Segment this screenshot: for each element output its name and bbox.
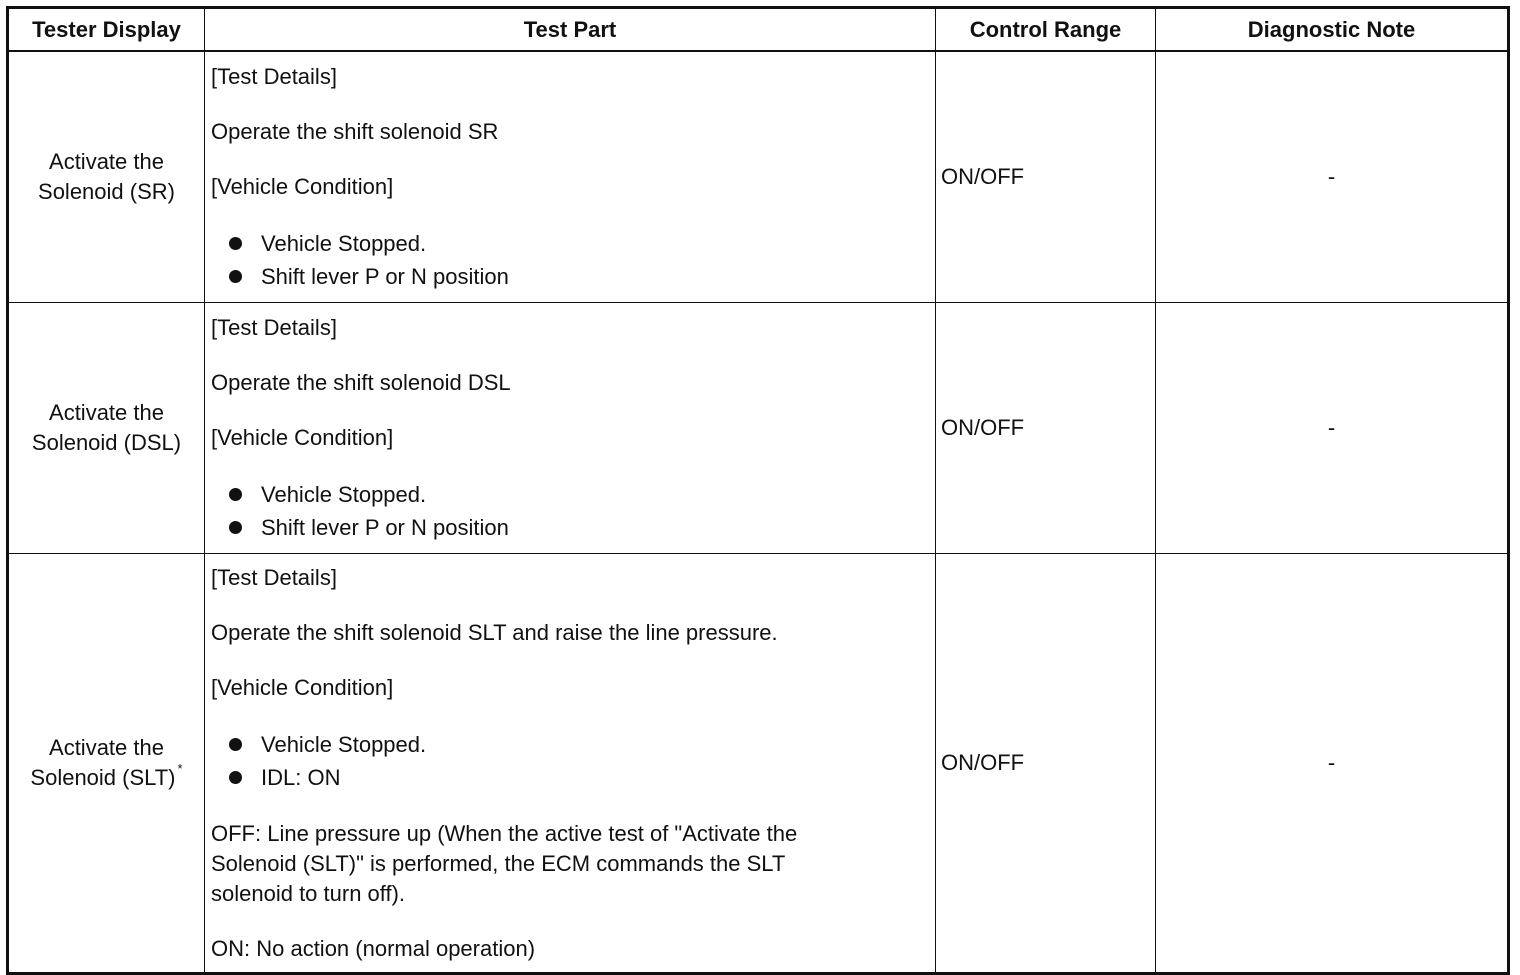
- on-state-note: ON: No action (normal operation): [211, 936, 536, 961]
- header-tester-display: Tester Display: [8, 8, 205, 52]
- header-control-range: Control Range: [936, 8, 1156, 52]
- vehicle-condition-label: [Vehicle Condition]: [211, 425, 394, 450]
- display-line: Activate the: [49, 149, 164, 174]
- control-range-cell: ON/OFF: [936, 554, 1156, 974]
- display-line: Solenoid (SLT): [30, 765, 176, 790]
- list-item: [211, 227, 929, 260]
- display-line: Activate the: [49, 400, 164, 425]
- test-details-label: [Test Details]: [211, 565, 337, 590]
- condition-list: [211, 478, 929, 544]
- off-note-line: Solenoid (SLT)" is performed, the ECM commands the SLT: [211, 851, 786, 876]
- control-range-cell: ON/OFF: [936, 51, 1156, 303]
- list-item: [211, 761, 929, 794]
- display-line: Solenoid (DSL): [31, 430, 182, 455]
- tester-display-cell: [8, 51, 205, 303]
- header-test-part: Test Part: [205, 8, 936, 52]
- test-part-cell: [205, 303, 936, 554]
- condition-list: [211, 227, 929, 293]
- footnote-mark: *: [177, 760, 183, 776]
- bullet-icon: [229, 270, 242, 283]
- table-row: [8, 303, 1509, 554]
- active-test-table: [6, 6, 1510, 975]
- vehicle-condition-label: [Vehicle Condition]: [211, 675, 394, 700]
- test-details-label: [Test Details]: [211, 64, 337, 89]
- condition-text: Shift lever P or N position: [261, 264, 509, 289]
- bullet-icon: [229, 771, 242, 784]
- operation-text: Operate the shift solenoid SLT and raise the line pressure.: [211, 620, 778, 645]
- diagnostic-note-cell: -: [1156, 303, 1509, 554]
- display-line: Solenoid (SR): [38, 179, 175, 204]
- condition-list: [211, 728, 929, 794]
- off-note-line: solenoid to turn off).: [211, 881, 406, 906]
- list-item: [211, 728, 929, 761]
- diagnostic-note-cell: -: [1156, 51, 1509, 303]
- test-details-label: [Test Details]: [211, 315, 337, 340]
- off-note-line: OFF: Line pressure up (When the active test of "Activate the: [211, 821, 798, 846]
- bullet-icon: [229, 237, 242, 250]
- bullet-icon: [229, 521, 242, 534]
- diagnostic-note-cell: -: [1156, 554, 1509, 974]
- condition-text: IDL: ON: [261, 765, 341, 790]
- vehicle-condition-label: [Vehicle Condition]: [211, 174, 394, 199]
- operation-text: Operate the shift solenoid DSL: [211, 370, 511, 395]
- condition-text: Vehicle Stopped.: [261, 231, 427, 256]
- list-item: [211, 260, 929, 293]
- condition-text: Vehicle Stopped.: [261, 732, 427, 757]
- off-state-note: [211, 819, 929, 909]
- table-row: [8, 51, 1509, 303]
- table-row: [8, 554, 1509, 974]
- tester-display-cell: [8, 554, 205, 974]
- operation-text: Operate the shift solenoid SR: [211, 119, 499, 144]
- bullet-icon: [229, 738, 242, 751]
- list-item: [211, 511, 929, 544]
- test-part-cell: [205, 51, 936, 303]
- header-diagnostic-note: Diagnostic Note: [1156, 8, 1509, 52]
- condition-text: Vehicle Stopped.: [261, 482, 427, 507]
- bullet-icon: [229, 488, 242, 501]
- control-range-cell: ON/OFF: [936, 303, 1156, 554]
- condition-text: Shift lever P or N position: [261, 515, 509, 540]
- display-line: Activate the: [49, 735, 164, 760]
- tester-display-cell: [8, 303, 205, 554]
- list-item: [211, 478, 929, 511]
- test-part-cell: [205, 554, 936, 974]
- header-row: [8, 8, 1509, 52]
